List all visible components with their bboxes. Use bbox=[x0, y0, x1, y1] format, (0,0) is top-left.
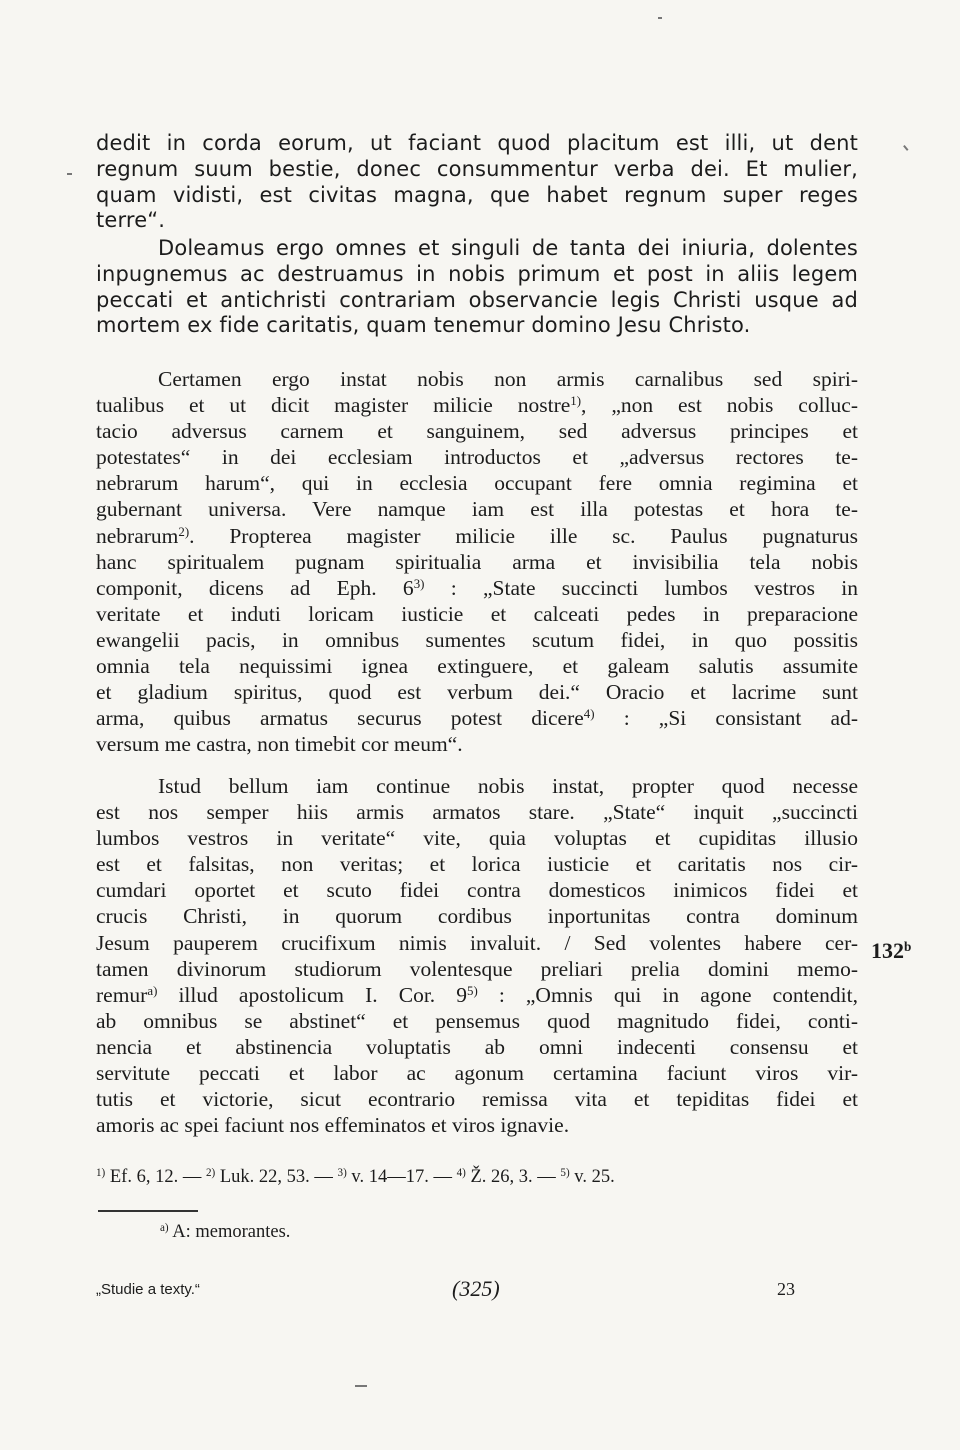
text-line: mortem ex fide caritatis, quam tenemur domino Jesu Christo. bbox=[96, 313, 751, 338]
text-line: Certamen ergo instat nobis non armis carnalibus sed spiri- bbox=[158, 367, 858, 391]
footnote-text: v. 14—17. — bbox=[346, 1167, 457, 1187]
scan-speck bbox=[355, 1385, 367, 1387]
text-line: cumdari oportet et scuto fidei contra domesticos inimicos fidei et bbox=[96, 878, 858, 903]
text-fragment: : „Omnis qui in agone contendit, bbox=[477, 982, 858, 1007]
text-fragment: , „non est nobis colluc- bbox=[581, 393, 859, 418]
scan-speck bbox=[658, 17, 662, 19]
scan-speck bbox=[903, 145, 908, 151]
text-line: potestates“ in dei ecclesiam introductos et „adversus rectores te- bbox=[96, 445, 858, 470]
footnote-text: Ef. 6, 12. — bbox=[105, 1167, 206, 1187]
footnote-ref: 2) bbox=[178, 524, 190, 539]
apparatus-text: A: memorantes. bbox=[168, 1222, 291, 1242]
page-number: 23 bbox=[777, 1279, 795, 1299]
footnote-mark: 3) bbox=[337, 1166, 347, 1179]
footnote-text: Ž. 26, 3. — bbox=[465, 1167, 561, 1187]
text-line: et gladium spiritus, quod est verbum dei.“ Oracio et lacrime sunt bbox=[96, 680, 858, 705]
text-fragment: remur bbox=[96, 982, 148, 1007]
folio-side: b bbox=[904, 938, 912, 954]
text-line: Istud bellum iam continue nobis instat, propter quod necesse bbox=[158, 774, 858, 798]
scan-speck bbox=[67, 173, 72, 175]
text-fragment: nebrarum bbox=[96, 523, 179, 548]
footnote-mark: 1) bbox=[96, 1166, 106, 1179]
text-line: est nos semper hiis armis armatos stare. „State“ inquit „succincti bbox=[96, 800, 858, 825]
text-line bbox=[96, 705, 858, 731]
text-line: Doleamus ergo omnes et singuli de tanta dei iniuria, dolentes bbox=[158, 236, 858, 260]
apparatus-mark: a) bbox=[160, 1221, 169, 1234]
text-line: ewangelii pacis, in omnibus sumentes scutum fidei, in quo possitis bbox=[96, 627, 858, 652]
text-line: terre“. bbox=[96, 208, 166, 233]
text-line: servitute peccati et labor ac agonum certamina faciunt viros vir- bbox=[96, 1061, 858, 1086]
footnote-ref: 5) bbox=[467, 983, 478, 998]
footnote-mark: 5) bbox=[560, 1166, 570, 1179]
series-title: „Studie a texty.“ bbox=[96, 1281, 200, 1298]
text-fragment: tualibus et ut dicit magister milicie nostre bbox=[96, 393, 571, 418]
footnote-ref: 1) bbox=[570, 394, 582, 408]
text-line: Jesum pauperem crucifixum nimis invaluit. / Sed volentes habere cer- bbox=[96, 930, 858, 955]
text-line: ab omnibus se abstinet“ et pensemus quod magnitudo fidei, conti- bbox=[96, 1008, 858, 1033]
text-line: tutis et victorie, sicut econtrario remissa vita et tepiditas fidei et bbox=[96, 1087, 858, 1112]
footnote-mark: 4) bbox=[456, 1166, 466, 1179]
footnote-divider bbox=[98, 1210, 198, 1212]
footnote-ref: 3) bbox=[413, 576, 425, 591]
footnote-text: Luk. 22, 53. — bbox=[215, 1167, 338, 1187]
text-line: lumbos vestros in veritate“ vite, quia voluptas et cupiditas illusio bbox=[96, 826, 858, 851]
text-line: nebrarum harum“, qui in ecclesia occupant fere omnia regimina et bbox=[96, 471, 858, 496]
text-line: versum me castra, non timebit cor meum“. bbox=[96, 732, 463, 757]
text-line bbox=[96, 982, 858, 1008]
paragraph-4 bbox=[96, 773, 858, 1138]
text-fragment: componit, dicens ad Eph. 6 bbox=[96, 575, 414, 600]
text-line: nencia et abstinencia voluptatis ab omni indecenti consensu et bbox=[96, 1034, 858, 1059]
text-line: gubernant universa. Vere namque iam est illa potestas et hora te- bbox=[96, 497, 858, 522]
text-line: quam vidisti, est civitas magna, que habet regnum super reges bbox=[96, 182, 858, 207]
text-line: est et falsitas, non veritas; et lorica iusticie et caritatis nos cir- bbox=[96, 852, 858, 877]
text-fragment: : „Si consistant ad- bbox=[594, 706, 858, 731]
text-line: dedit in corda eorum, ut faciant quod placitum est illi, ut dent bbox=[96, 131, 858, 155]
text-line: hanc spiritualem pugnam spiritualia arma et invisibilia tela nobis bbox=[96, 549, 858, 574]
text-line: omnia tela nequissimi ignea extinguere, et galeam salutis assumite bbox=[96, 654, 858, 679]
text-line: peccati et antichristi contrariam observancie legis Christi usque ad bbox=[96, 287, 858, 312]
text-line bbox=[96, 575, 858, 601]
paragraph-1 bbox=[96, 131, 858, 234]
folio-number: 132 bbox=[871, 938, 904, 963]
text-line: tamen divinorum studiorum volentesque preliari prelia domini memo- bbox=[96, 956, 858, 981]
text-fragment: . Propterea magister milicie ille sc. Paulus pugnaturus bbox=[189, 523, 858, 548]
text-line: inpugnemus ac destruamus in nobis primum et post in aliis legem bbox=[96, 261, 858, 286]
footnote-mark: 2) bbox=[205, 1166, 216, 1179]
manuscript-folio-marker bbox=[871, 938, 911, 964]
paragraph-2 bbox=[96, 236, 858, 339]
footnotes bbox=[96, 1167, 866, 1188]
text-line bbox=[96, 523, 858, 549]
text-fragment: : „State succincti lumbos vestros in bbox=[424, 575, 858, 600]
footnote-text: v. 25. bbox=[569, 1167, 615, 1187]
apparatus-ref: a) bbox=[147, 983, 158, 998]
text-line: regnum suum bestie, donec consummentur verba dei. Et mulier, bbox=[96, 156, 858, 181]
footnote-ref: 4) bbox=[583, 707, 595, 722]
text-line: veritate et induti loricam iusticie et calceati pedes in preparacione bbox=[96, 601, 858, 626]
sheet-number: (325) bbox=[452, 1276, 500, 1301]
text-line bbox=[96, 392, 858, 418]
text-line: crucis Christi, in quorum cordibus inportunitas contra dominum bbox=[96, 904, 858, 929]
text-fragment: illud apostolicum I. Cor. 9 bbox=[157, 982, 467, 1007]
text-fragment: arma, quibus armatus securus potest dicere bbox=[96, 706, 584, 731]
apparatus-note bbox=[160, 1222, 290, 1243]
text-line: tacio adversus carnem et sanguinem, sed adversus principes et bbox=[96, 419, 858, 444]
paragraph-3 bbox=[96, 366, 858, 757]
text-line: amoris ac spei faciunt nos effeminatos et viros ignavie. bbox=[96, 1113, 570, 1138]
